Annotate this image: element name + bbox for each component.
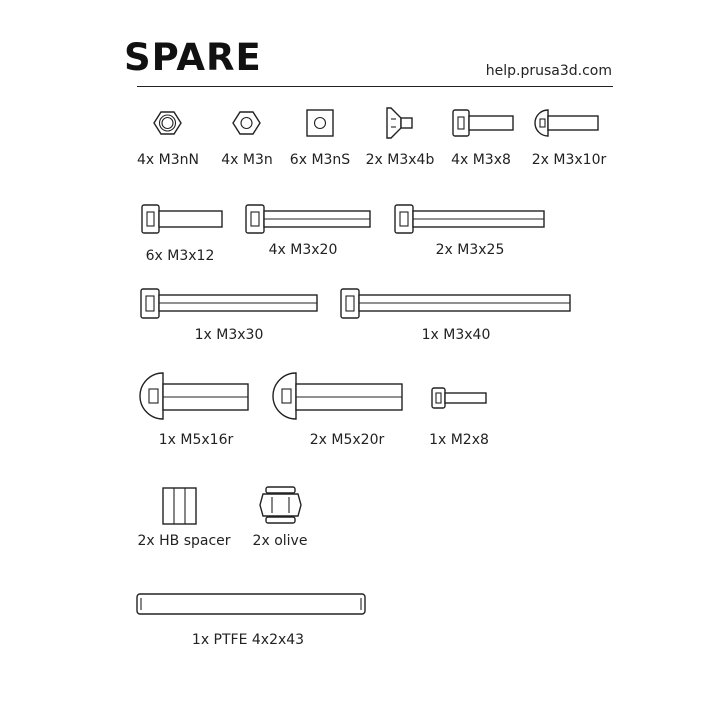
part-label: 4x M3x20 (268, 242, 338, 258)
part-label: 4x M3nN (137, 152, 199, 168)
part-label: 6x M3nS (289, 152, 351, 168)
part-label: 1x PTFE 4x2x43 (191, 632, 305, 648)
part-label: 2x M3x4b (365, 152, 435, 168)
part-label: 1x M5x16r (158, 432, 234, 448)
part-label: 1x M2x8 (429, 432, 489, 448)
help-url: help.prusa3d.com (485, 63, 612, 79)
part-label: 2x M3x10r (531, 152, 607, 168)
part-label: 2x HB spacer (137, 533, 231, 549)
part-label: 1x M3x40 (421, 327, 491, 343)
part-label: 2x M3x25 (435, 242, 505, 258)
part-label: 2x M5x20r (309, 432, 385, 448)
part-label: 4x M3n (221, 152, 273, 168)
part-label: 4x M3x8 (451, 152, 511, 168)
page-title: SPARE (124, 36, 262, 79)
part-label: 1x M3x30 (194, 327, 264, 343)
part-label: 2x olive (252, 533, 308, 549)
part-label: 6x M3x12 (145, 248, 215, 264)
